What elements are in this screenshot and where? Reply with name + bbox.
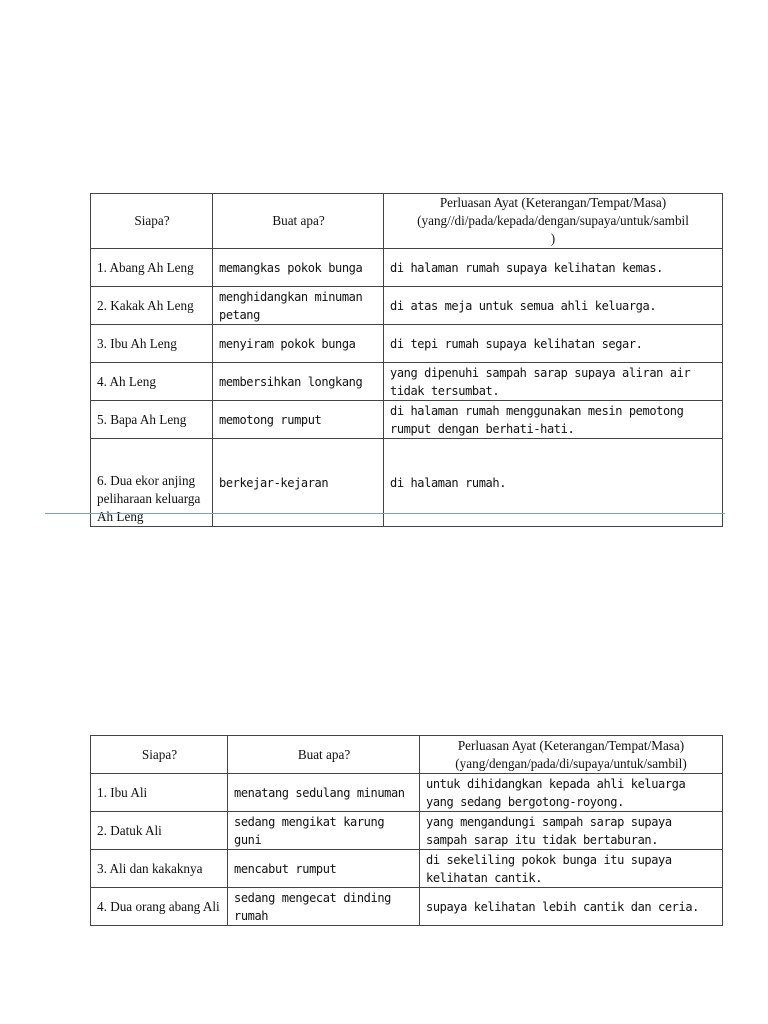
cell-buat-apa: memangkas pokok bunga	[213, 249, 384, 287]
cell-buat-apa: sedang mengikat karung guni	[228, 812, 420, 850]
header-perluasan-line-2: (yang//di/pada/kepada/dengan/supaya/untuk/sambil	[417, 213, 689, 228]
cell-siapa: 1. Ibu Ali	[91, 774, 228, 812]
table-row	[91, 249, 723, 287]
header-perluasan-line-1: Perluasan Ayat (Keterangan/Tempat/Masa)	[457, 737, 685, 753]
cell-perluasan: di tepi rumah supaya kelihatan segar.	[384, 325, 723, 363]
table-2	[90, 735, 723, 926]
header-perluasan-line-1: Perluasan Ayat (Keterangan/Tempat/Masa)	[439, 195, 667, 210]
cell-siapa: 2. Kakak Ah Leng	[91, 287, 213, 325]
header-perluasan-ayat	[384, 194, 723, 249]
cell-perluasan: yang mengandungi sampah sarap supaya sampah sarap itu tidak bertaburan.	[420, 812, 723, 850]
table-1	[90, 193, 723, 527]
header-siapa: Siapa?	[91, 736, 228, 774]
cell-siapa: 3. Ali dan kakaknya	[91, 850, 228, 888]
cell-siapa: 3. Ibu Ah Leng	[91, 325, 213, 363]
cell-perluasan: untuk dihidangkan kepada ahli keluarga yang sedang bergotong-royong.	[420, 774, 723, 812]
cell-perluasan: di halaman rumah.	[384, 439, 723, 527]
cell-siapa: 4. Dua orang abang Ali	[91, 888, 228, 926]
table-row	[91, 888, 723, 926]
table-row	[91, 812, 723, 850]
cell-siapa: 6. Dua ekor anjing peliharaan keluarga Ah Leng	[91, 439, 213, 527]
header-siapa: Siapa?	[91, 194, 213, 249]
table-2-header-row	[91, 736, 723, 774]
header-perluasan-line-2: (yang/dengan/pada/di/supaya/untuk/sambil)	[455, 755, 687, 771]
table-row	[91, 363, 723, 401]
cell-perluasan: di sekeliling pokok bunga itu supaya kelihatan cantik.	[420, 850, 723, 888]
cell-buat-apa: sedang mengecat dinding rumah	[228, 888, 420, 926]
cell-buat-apa: memotong rumput	[213, 401, 384, 439]
header-perluasan-line-3: )	[550, 231, 556, 246]
cell-perluasan: di halaman rumah supaya kelihatan kemas.	[384, 249, 723, 287]
cell-buat-apa: menghidangkan minuman petang	[213, 287, 384, 325]
table-row	[91, 401, 723, 439]
cell-buat-apa: menatang sedulang minuman	[228, 774, 420, 812]
table-row	[91, 850, 723, 888]
cell-siapa: 5. Bapa Ah Leng	[91, 401, 213, 439]
cell-buat-apa: menyiram pokok bunga	[213, 325, 384, 363]
cell-siapa: 2. Datuk Ali	[91, 812, 228, 850]
table-row	[91, 287, 723, 325]
cell-buat-apa: berkejar-kejaran	[213, 439, 384, 527]
table-row	[91, 325, 723, 363]
cell-perluasan: di atas meja untuk semua ahli keluarga.	[384, 287, 723, 325]
table-row	[91, 774, 723, 812]
header-perluasan-ayat	[420, 736, 723, 774]
divider-line	[45, 513, 725, 514]
cell-perluasan: yang dipenuhi sampah sarap supaya aliran air tidak tersumbat.	[384, 363, 723, 401]
cell-siapa: 1. Abang Ah Leng	[91, 249, 213, 287]
cell-perluasan: supaya kelihatan lebih cantik dan ceria.	[420, 888, 723, 926]
cell-buat-apa: mencabut rumput	[228, 850, 420, 888]
cell-siapa: 4. Ah Leng	[91, 363, 213, 401]
cell-perluasan: di halaman rumah menggunakan mesin pemotong rumput dengan berhati-hati.	[384, 401, 723, 439]
table-1-header-row	[91, 194, 723, 249]
cell-buat-apa: membersihkan longkang	[213, 363, 384, 401]
header-buat-apa: Buat apa?	[213, 194, 384, 249]
header-buat-apa: Buat apa?	[228, 736, 420, 774]
